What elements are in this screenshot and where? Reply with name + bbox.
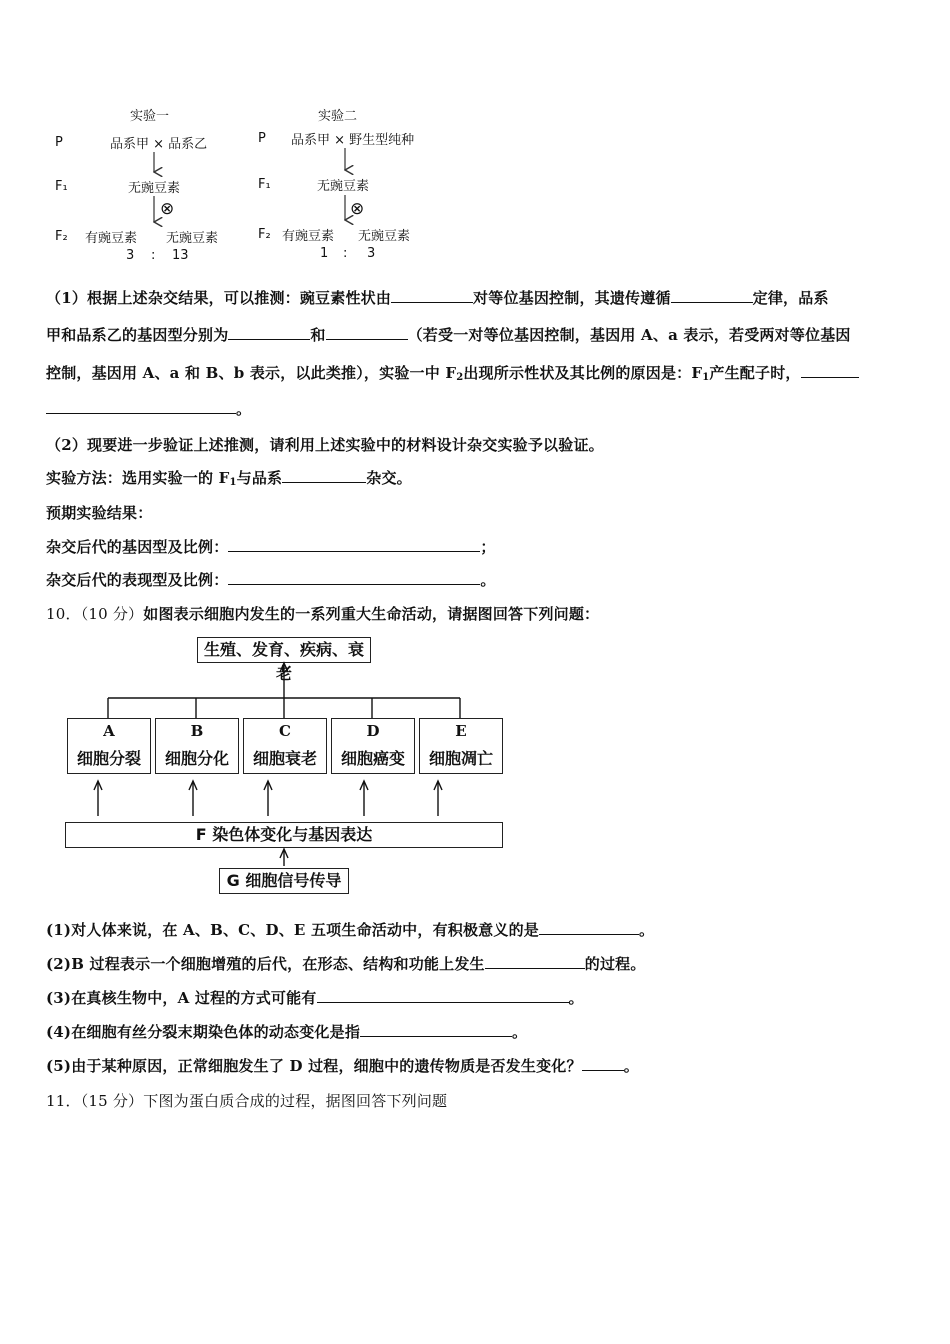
diagram-g-box: G 细胞信号传导 [219,868,349,894]
q10-sub3: (3)在真核生物中，A 过程的方式可能有 。 [46,989,584,1007]
q10-sub2: (2)B 过程表示一个细胞增殖的后代，在形态、结构和功能上发生 的过程。 [46,955,646,973]
q9-part1-line2: 甲和品系乙的基因型分别为 和 （若受一对等位基因控制，基因用 A、a 表示，若受两对等位基因 [46,326,851,344]
diagram-box-e: E 细胞凋亡 [419,718,503,774]
exp1-p-cross: 品系甲 × 品系乙 [110,137,208,152]
q11-stem-text: 下图为蛋白质合成的过程，据图回答下列问题 [143,1092,448,1110]
q10-sub5: (5)由于某种原因，正常细胞发生了 D 过程，细胞中的遗传物质是否发生变化？ 。 [46,1057,639,1075]
q11-number: 11． [46,1092,81,1110]
q9-expected: 预期实验结果： [46,504,153,522]
answer-blank[interactable] [671,288,753,303]
exp2-ratio-colon: : [343,246,348,261]
exp2-f2-label: F₂ [258,227,271,242]
q11-stem [46,1090,447,1111]
q9-part2: （2）现要进一步验证上述推测，请利用上述实验中的材料设计杂交实验予以验证。 [46,436,604,454]
diagram-top-box: 生殖、发育、疾病、衰老 [197,637,371,663]
answer-blank[interactable] [360,1022,512,1037]
answer-blank[interactable] [228,537,480,552]
exp2-f2-without: 无豌豆素 [358,229,411,244]
q9-phenotype-line: 杂交后代的表现型及比例： 。 [46,571,496,589]
exp2-p-label: P [258,131,266,146]
q10-stem-text: 如图表示细胞内发生的一系列重大生命活动，请据图回答下列问题： [143,605,600,623]
answer-blank[interactable] [326,325,408,340]
answer-blank[interactable] [801,363,859,378]
diagram-box-c: C 细胞衰老 [243,718,327,774]
exp1-f2-label: F₂ [55,229,68,244]
q9-method: 实验方法：选用实验一的 $F_1$与品系 杂交。 [46,469,412,488]
diagram-box-a: A 细胞分裂 [67,718,151,774]
exp1-p-label: P [55,135,63,150]
q10-sub4: (4)在细胞有丝分裂末期染色体的动态变化是指 。 [46,1023,528,1041]
exp2-ratio-right: 3 [367,246,376,261]
diagram-box-d: D 细胞癌变 [331,718,415,774]
q10-number: 10． [46,605,81,623]
exp1-ratio-left: 3 [126,248,135,263]
q9-part1-line3: 控制，基因用 A、a 和 B、b 表示，以此类推），实验一中 $F_2$出现所示性状及其比例的原因是：$F_1$产生配子时， [46,362,859,383]
exp1-f1-phenotype: 无豌豆素 [128,181,181,196]
answer-blank[interactable] [391,288,473,303]
f-to-boxes-arrows [94,781,442,866]
answer-blank[interactable] [539,920,639,935]
answer-blank[interactable] [228,325,310,340]
answer-blank[interactable] [582,1056,624,1071]
exp1-f2-without: 无豌豆素 [166,231,219,246]
q9-part1-line1: （1）根据上述杂交结果，可以推测：豌豆素性状由 对等位基因控制，其遗传遵循 定律，品系 [46,289,829,307]
diagram-f-bar: F 染色体变化与基因表达 [65,822,503,848]
exp2-ratio-left: 1 [320,246,329,261]
q9-part1-line4: 。 [46,398,251,419]
answer-blank[interactable] [317,988,569,1003]
answer-blank[interactable] [228,570,480,585]
exp1-ratio-colon: : [151,248,156,263]
answer-blank[interactable] [46,399,236,414]
exp1-title: 实验一 [130,109,170,124]
exp2-f1-phenotype: 无豌豆素 [317,179,370,194]
exp1-selfing-symbol: ⊗ [160,199,175,219]
diagram-connectors [0,600,950,900]
q9-genotype-line: 杂交后代的基因型及比例： ； [46,538,496,556]
cross-arrows [0,0,950,300]
exp1-f1-label: F₁ [55,179,68,194]
exp1-f2-with: 有豌豆素 [85,231,138,246]
exp1-ratio-right: 13 [172,248,189,263]
answer-blank[interactable] [485,954,585,969]
exp2-f1-label: F₁ [258,177,271,192]
q11-score: （15 分） [80,1092,144,1110]
q10-sub1: (1)对人体来说，在 A、B、C、D、E 五项生命活动中，有积极意义的是 。 [46,921,655,939]
exp2-selfing-symbol: ⊗ [350,199,365,219]
exp2-title: 实验二 [318,109,358,124]
exp2-f2-with: 有豌豆素 [282,229,335,244]
exp2-p-cross: 品系甲 × 野生型纯种 [291,133,415,148]
diagram-box-b: B 细胞分化 [155,718,239,774]
answer-blank[interactable] [282,468,366,483]
q10-score: （10 分） [80,605,144,623]
